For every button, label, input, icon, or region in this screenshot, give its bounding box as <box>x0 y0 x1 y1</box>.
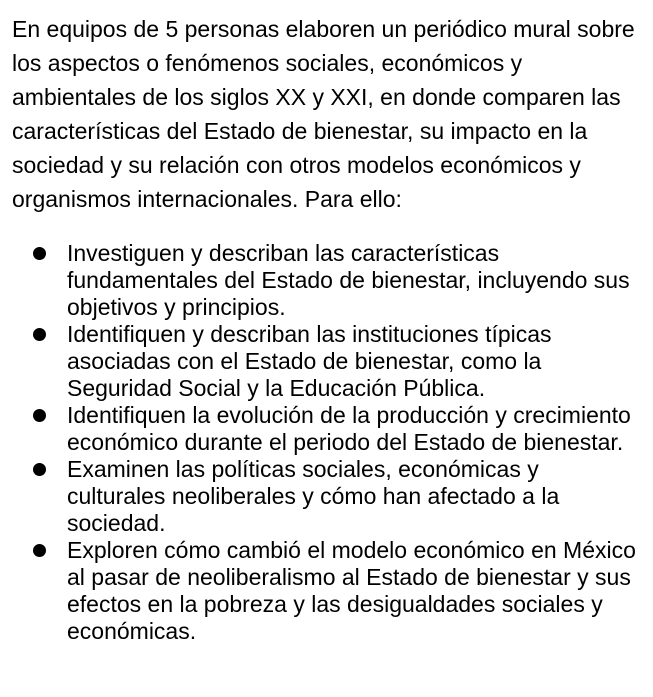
task-item-institutions <box>12 321 637 402</box>
bullet-icon <box>33 247 46 260</box>
task-item-mexico-model <box>12 537 637 645</box>
task-list <box>12 240 653 645</box>
task-text: Identifiquen la evolución de la producción y crecimiento económico durante el periodo del Estado de bienestar. <box>67 402 631 455</box>
task-text: Exploren cómo cambió el modelo económico en México al pasar de neoliberalismo al Estado de bienestar y sus efectos en la pobreza y las desigualdades sociales y económicas. <box>67 537 636 644</box>
bullet-icon <box>33 328 46 341</box>
task-item-neoliberal-policies <box>12 456 637 537</box>
task-text: Investiguen y describan las características fundamentales del Estado de bienestar, incluyendo sus objetivos y principios. <box>67 240 630 320</box>
bullet-icon <box>33 544 46 557</box>
task-item-production <box>12 402 637 456</box>
task-item-characteristics <box>12 240 637 321</box>
task-text: Examinen las políticas sociales, económicas y culturales neoliberales y cómo han afectado a la sociedad. <box>67 456 560 536</box>
bullet-icon <box>33 409 46 422</box>
task-text: Identifiquen y describan las instituciones típicas asociadas con el Estado de bienestar, como la Seguridad Social y la Educación Pública. <box>67 321 552 401</box>
intro-paragraph: En equipos de 5 personas elaboren un periódico mural sobre los aspectos o fenómenos sociales, económicos y ambientales de los siglos XX y XXI, en donde comparen las características del Estado de bienestar, su impacto en la sociedad y su relación con otros modelos económicos y organismos internacionales. Para ello: <box>12 16 635 212</box>
bullet-icon <box>33 463 46 476</box>
